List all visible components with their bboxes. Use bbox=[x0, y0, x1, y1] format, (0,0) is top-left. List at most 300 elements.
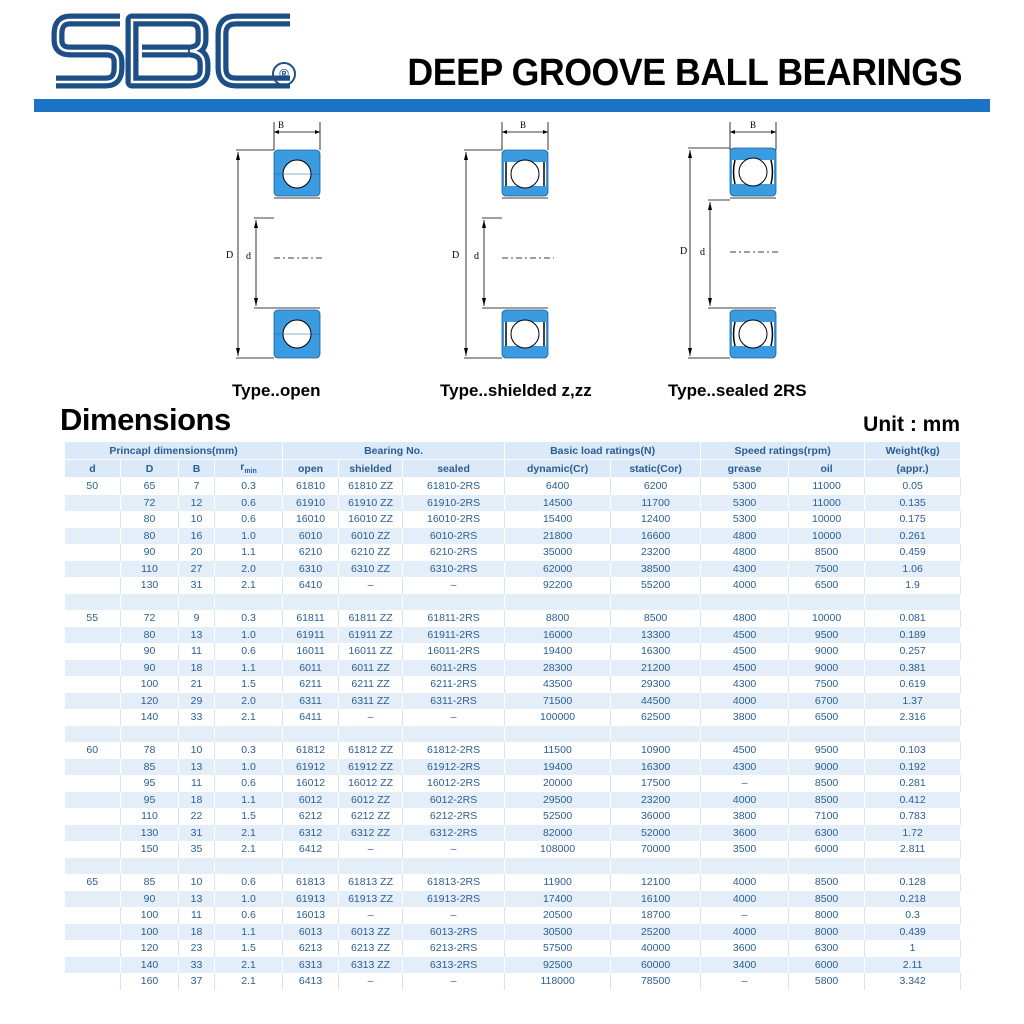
table-cell: 0.3 bbox=[215, 742, 283, 759]
table-cell: 57500 bbox=[505, 940, 611, 957]
table-cell bbox=[611, 726, 701, 743]
table-cell: 8500 bbox=[789, 891, 865, 908]
table-cell: 0.381 bbox=[865, 660, 961, 677]
table-cell: 6310-2RS bbox=[403, 561, 505, 578]
table-cell: 4300 bbox=[701, 561, 789, 578]
table-cell: 4000 bbox=[701, 792, 789, 809]
table-cell: 52500 bbox=[505, 808, 611, 825]
table-cell bbox=[701, 726, 789, 743]
table-cell: 2.1 bbox=[215, 957, 283, 974]
table-cell: 31 bbox=[179, 577, 215, 594]
table-cell: 80 bbox=[121, 627, 179, 644]
table-row bbox=[65, 495, 961, 512]
sealed-bearing-diagram bbox=[674, 118, 792, 368]
table-cell: 1.5 bbox=[215, 940, 283, 957]
table-cell: 1.06 bbox=[865, 561, 961, 578]
table-cell: 80 bbox=[121, 511, 179, 528]
table-cell: 0.6 bbox=[215, 907, 283, 924]
table-cell: 44500 bbox=[611, 693, 701, 710]
table-cell: 6212 bbox=[283, 808, 339, 825]
table-cell bbox=[65, 594, 121, 611]
table-cell: 10 bbox=[179, 511, 215, 528]
subheader-open: open bbox=[283, 460, 339, 478]
table-cell: 0.3 bbox=[215, 478, 283, 495]
table-cell: 85 bbox=[121, 874, 179, 891]
table-cell: 61912 bbox=[283, 759, 339, 776]
table-cell: – bbox=[403, 907, 505, 924]
table-cell: 20000 bbox=[505, 775, 611, 792]
table-cell: 72 bbox=[121, 495, 179, 512]
table-cell: 1 bbox=[865, 940, 961, 957]
table-cell: 65 bbox=[121, 478, 179, 495]
table-cell: 6210 bbox=[283, 544, 339, 561]
table-row bbox=[65, 874, 961, 891]
table-cell: 6500 bbox=[789, 709, 865, 726]
table-cell bbox=[65, 792, 121, 809]
table-cell: – bbox=[701, 775, 789, 792]
table-row bbox=[65, 561, 961, 578]
table-cell bbox=[65, 577, 121, 594]
table-cell: 23 bbox=[179, 940, 215, 957]
table-cell: 150 bbox=[121, 841, 179, 858]
table-cell: 61913 ZZ bbox=[339, 891, 403, 908]
table-cell: – bbox=[339, 907, 403, 924]
table-cell: 6300 bbox=[789, 825, 865, 842]
table-cell: 6313 ZZ bbox=[339, 957, 403, 974]
table-cell: 61910 bbox=[283, 495, 339, 512]
table-cell: 1.0 bbox=[215, 627, 283, 644]
table-cell bbox=[215, 858, 283, 875]
table-cell: 0.412 bbox=[865, 792, 961, 809]
table-cell: 6012 bbox=[283, 792, 339, 809]
table-cell bbox=[283, 594, 339, 611]
table-cell: 6213 bbox=[283, 940, 339, 957]
table-cell: 61913-2RS bbox=[403, 891, 505, 908]
table-cell: 19400 bbox=[505, 759, 611, 776]
table-cell: 16300 bbox=[611, 643, 701, 660]
table-cell bbox=[339, 726, 403, 743]
table-cell bbox=[505, 726, 611, 743]
table-cell: – bbox=[339, 577, 403, 594]
type-label-sealed: Type..sealed 2RS bbox=[668, 381, 807, 400]
table-cell: 3600 bbox=[701, 825, 789, 842]
table-cell: 35000 bbox=[505, 544, 611, 561]
table-cell: 4000 bbox=[701, 693, 789, 710]
table-cell: 6300 bbox=[789, 940, 865, 957]
table-cell: 120 bbox=[121, 693, 179, 710]
registered-mark: ® bbox=[272, 62, 296, 86]
table-row bbox=[65, 709, 961, 726]
table-cell: 61813 ZZ bbox=[339, 874, 403, 891]
table-cell: 95 bbox=[121, 792, 179, 809]
table-cell: 23200 bbox=[611, 544, 701, 561]
table-cell: 140 bbox=[121, 709, 179, 726]
table-cell: 11700 bbox=[611, 495, 701, 512]
table-cell: 6312 bbox=[283, 825, 339, 842]
table-cell: 13 bbox=[179, 759, 215, 776]
table-cell: 61910 ZZ bbox=[339, 495, 403, 512]
table-cell: 14500 bbox=[505, 495, 611, 512]
table-cell: 0.135 bbox=[865, 495, 961, 512]
table-cell: 16010 ZZ bbox=[339, 511, 403, 528]
table-cell: 0.459 bbox=[865, 544, 961, 561]
table-row bbox=[65, 957, 961, 974]
table-cell: – bbox=[403, 841, 505, 858]
table-cell: 29500 bbox=[505, 792, 611, 809]
table-cell: 4500 bbox=[701, 643, 789, 660]
table-cell: 6500 bbox=[789, 577, 865, 594]
table-cell bbox=[65, 775, 121, 792]
table-cell: 0.128 bbox=[865, 874, 961, 891]
table-cell: 6313-2RS bbox=[403, 957, 505, 974]
table-cell: 100 bbox=[121, 676, 179, 693]
unit-label: Unit : mm bbox=[863, 413, 960, 436]
table-cell: 6313 bbox=[283, 957, 339, 974]
table-cell: 6311 bbox=[283, 693, 339, 710]
table-cell: 9000 bbox=[789, 643, 865, 660]
table-cell: 90 bbox=[121, 660, 179, 677]
table-cell bbox=[65, 495, 121, 512]
table-cell: 5300 bbox=[701, 495, 789, 512]
table-cell: 16011 bbox=[283, 643, 339, 660]
table-cell: 160 bbox=[121, 973, 179, 990]
table-cell bbox=[65, 544, 121, 561]
table-cell: 12 bbox=[179, 495, 215, 512]
subheader-weight-appr: (appr.) bbox=[865, 460, 961, 478]
table-cell: 130 bbox=[121, 577, 179, 594]
type-label-open: Type..open bbox=[232, 381, 321, 400]
table-cell: 37 bbox=[179, 973, 215, 990]
table-cell: 0.218 bbox=[865, 891, 961, 908]
table-cell bbox=[403, 594, 505, 611]
table-cell: 65 bbox=[65, 874, 121, 891]
table-cell: 6013-2RS bbox=[403, 924, 505, 941]
table-cell: 0.192 bbox=[865, 759, 961, 776]
table-cell: 4300 bbox=[701, 676, 789, 693]
table-cell: 4500 bbox=[701, 660, 789, 677]
table-row bbox=[65, 907, 961, 924]
table-cell: 52000 bbox=[611, 825, 701, 842]
table-cell: 16010 bbox=[283, 511, 339, 528]
sub-header-row bbox=[65, 460, 961, 478]
table-cell: 120 bbox=[121, 940, 179, 957]
table-cell bbox=[65, 924, 121, 941]
table-cell bbox=[865, 594, 961, 611]
table-row bbox=[65, 693, 961, 710]
table-cell bbox=[65, 528, 121, 545]
table-cell: 8800 bbox=[505, 610, 611, 627]
table-cell: 70000 bbox=[611, 841, 701, 858]
table-cell: 6012 ZZ bbox=[339, 792, 403, 809]
table-cell: 31 bbox=[179, 825, 215, 842]
table-row bbox=[65, 924, 961, 941]
table-cell: 0.081 bbox=[865, 610, 961, 627]
table-cell: 140 bbox=[121, 957, 179, 974]
table-cell bbox=[65, 693, 121, 710]
table-cell: 21 bbox=[179, 676, 215, 693]
table-cell: 55 bbox=[65, 610, 121, 627]
sbc-logo bbox=[50, 10, 300, 92]
table-cell: 11900 bbox=[505, 874, 611, 891]
table-cell bbox=[65, 907, 121, 924]
table-cell bbox=[865, 858, 961, 875]
table-cell: 4500 bbox=[701, 742, 789, 759]
table-cell: 0.439 bbox=[865, 924, 961, 941]
subheader-B: B bbox=[179, 460, 215, 478]
table-row bbox=[65, 759, 961, 776]
table-cell: 33 bbox=[179, 957, 215, 974]
table-cell bbox=[65, 808, 121, 825]
table-cell bbox=[65, 940, 121, 957]
table-cell: 92500 bbox=[505, 957, 611, 974]
table-cell: 11500 bbox=[505, 742, 611, 759]
table-cell: 0.6 bbox=[215, 874, 283, 891]
table-cell bbox=[121, 858, 179, 875]
table-cell: 62500 bbox=[611, 709, 701, 726]
table-cell: 16000 bbox=[505, 627, 611, 644]
table-cell bbox=[65, 511, 121, 528]
table-row bbox=[65, 594, 961, 611]
table-cell: 9000 bbox=[789, 759, 865, 776]
table-cell: 18 bbox=[179, 660, 215, 677]
dim-outer-label: D bbox=[680, 246, 688, 257]
table-row bbox=[65, 544, 961, 561]
table-cell: 4300 bbox=[701, 759, 789, 776]
table-row bbox=[65, 973, 961, 990]
table-cell bbox=[65, 973, 121, 990]
table-cell: 61813-2RS bbox=[403, 874, 505, 891]
table-cell: 2.1 bbox=[215, 577, 283, 594]
table-cell bbox=[865, 726, 961, 743]
table-cell: 50 bbox=[65, 478, 121, 495]
table-cell: 2.1 bbox=[215, 973, 283, 990]
table-cell: 6412 bbox=[283, 841, 339, 858]
table-cell bbox=[65, 676, 121, 693]
table-cell bbox=[611, 594, 701, 611]
table-cell: 0.257 bbox=[865, 643, 961, 660]
table-cell: 17500 bbox=[611, 775, 701, 792]
table-cell: – bbox=[339, 841, 403, 858]
table-row bbox=[65, 742, 961, 759]
table-cell: 6310 bbox=[283, 561, 339, 578]
table-row bbox=[65, 478, 961, 495]
bearing-table-container bbox=[64, 441, 960, 990]
table-cell: 16011-2RS bbox=[403, 643, 505, 660]
table-cell: 5300 bbox=[701, 478, 789, 495]
table-cell: 16600 bbox=[611, 528, 701, 545]
table-cell: 6013 bbox=[283, 924, 339, 941]
table-cell: 9500 bbox=[789, 627, 865, 644]
table-cell: 7 bbox=[179, 478, 215, 495]
table-row bbox=[65, 726, 961, 743]
table-cell: 0.175 bbox=[865, 511, 961, 528]
table-cell: 28300 bbox=[505, 660, 611, 677]
table-cell: 2.0 bbox=[215, 561, 283, 578]
table-cell: – bbox=[339, 973, 403, 990]
table-cell: 61811 bbox=[283, 610, 339, 627]
table-cell: 6012-2RS bbox=[403, 792, 505, 809]
table-cell: 8000 bbox=[789, 907, 865, 924]
table-cell: 0.103 bbox=[865, 742, 961, 759]
table-cell: 6410 bbox=[283, 577, 339, 594]
table-cell bbox=[65, 643, 121, 660]
table-cell bbox=[65, 957, 121, 974]
table-cell: 4800 bbox=[701, 610, 789, 627]
table-cell: 95 bbox=[121, 775, 179, 792]
table-cell: 1.1 bbox=[215, 544, 283, 561]
table-cell: 22 bbox=[179, 808, 215, 825]
table-cell: – bbox=[701, 907, 789, 924]
table-cell: 10000 bbox=[789, 511, 865, 528]
table-cell: 6011 bbox=[283, 660, 339, 677]
table-cell: 23200 bbox=[611, 792, 701, 809]
table-cell: 82000 bbox=[505, 825, 611, 842]
table-cell: 80 bbox=[121, 528, 179, 545]
table-cell: 61911 ZZ bbox=[339, 627, 403, 644]
shielded-bearing-diagram bbox=[446, 118, 564, 368]
table-cell: 12100 bbox=[611, 874, 701, 891]
table-cell: 6312 ZZ bbox=[339, 825, 403, 842]
table-cell: 6311 ZZ bbox=[339, 693, 403, 710]
table-cell: 6210 ZZ bbox=[339, 544, 403, 561]
table-cell bbox=[121, 726, 179, 743]
table-cell: 10 bbox=[179, 874, 215, 891]
table-cell: 8500 bbox=[789, 874, 865, 891]
table-cell bbox=[179, 594, 215, 611]
table-cell: 10900 bbox=[611, 742, 701, 759]
table-cell: 6311-2RS bbox=[403, 693, 505, 710]
table-cell: 0.3 bbox=[215, 610, 283, 627]
table-cell bbox=[339, 858, 403, 875]
table-cell: 61811 ZZ bbox=[339, 610, 403, 627]
table-cell: 3400 bbox=[701, 957, 789, 974]
table-cell: 2.0 bbox=[215, 693, 283, 710]
table-cell: 4000 bbox=[701, 577, 789, 594]
dim-inner-label: d bbox=[700, 247, 705, 258]
table-cell: 72 bbox=[121, 610, 179, 627]
table-cell: 8500 bbox=[789, 792, 865, 809]
table-cell: 6212-2RS bbox=[403, 808, 505, 825]
table-cell: 21200 bbox=[611, 660, 701, 677]
table-cell: 9500 bbox=[789, 742, 865, 759]
table-cell: 92200 bbox=[505, 577, 611, 594]
type-label-shielded: Type..shielded z,zz bbox=[440, 381, 592, 400]
table-cell bbox=[403, 726, 505, 743]
table-cell bbox=[179, 858, 215, 875]
table-cell: 29 bbox=[179, 693, 215, 710]
table-cell: 6213-2RS bbox=[403, 940, 505, 957]
subheader-d: d bbox=[65, 460, 121, 478]
table-cell: 18 bbox=[179, 924, 215, 941]
header-weight: Weight(kg) bbox=[865, 442, 961, 460]
table-cell: 13 bbox=[179, 891, 215, 908]
table-cell: 61912-2RS bbox=[403, 759, 505, 776]
table-cell: 6211 bbox=[283, 676, 339, 693]
table-cell: 33 bbox=[179, 709, 215, 726]
table-cell: – bbox=[701, 973, 789, 990]
table-cell: 118000 bbox=[505, 973, 611, 990]
table-cell: 6312-2RS bbox=[403, 825, 505, 842]
table-cell: 9 bbox=[179, 610, 215, 627]
table-cell: 8500 bbox=[789, 775, 865, 792]
table-cell: 16012 ZZ bbox=[339, 775, 403, 792]
table-cell: 5300 bbox=[701, 511, 789, 528]
table-cell: 36000 bbox=[611, 808, 701, 825]
table-cell: 2.316 bbox=[865, 709, 961, 726]
table-cell bbox=[65, 709, 121, 726]
subheader-r-min: $r_{min}$ bbox=[215, 460, 283, 478]
table-cell: 61810 ZZ bbox=[339, 478, 403, 495]
table-cell bbox=[789, 594, 865, 611]
table-cell: 61912 ZZ bbox=[339, 759, 403, 776]
table-cell: 61811-2RS bbox=[403, 610, 505, 627]
table-cell: 0.189 bbox=[865, 627, 961, 644]
table-cell: 60000 bbox=[611, 957, 701, 974]
table-cell: 62000 bbox=[505, 561, 611, 578]
table-cell: 10000 bbox=[789, 528, 865, 545]
table-cell: 30500 bbox=[505, 924, 611, 941]
table-cell: 60 bbox=[65, 742, 121, 759]
header-speed-ratings: Speed ratings(rpm) bbox=[701, 442, 865, 460]
table-cell: 16300 bbox=[611, 759, 701, 776]
table-cell: 4500 bbox=[701, 627, 789, 644]
table-cell: – bbox=[339, 709, 403, 726]
dim-inner-label: d bbox=[474, 251, 479, 262]
table-cell: – bbox=[403, 577, 505, 594]
table-cell: 90 bbox=[121, 643, 179, 660]
table-cell: – bbox=[403, 709, 505, 726]
table-cell: 7100 bbox=[789, 808, 865, 825]
table-cell: 11000 bbox=[789, 495, 865, 512]
table-cell: 0.6 bbox=[215, 511, 283, 528]
table-row bbox=[65, 792, 961, 809]
table-cell: 0.619 bbox=[865, 676, 961, 693]
table-cell bbox=[65, 726, 121, 743]
table-cell: 61812-2RS bbox=[403, 742, 505, 759]
table-cell: 1.0 bbox=[215, 759, 283, 776]
table-cell: 130 bbox=[121, 825, 179, 842]
table-cell: 1.1 bbox=[215, 792, 283, 809]
table-cell: 13 bbox=[179, 627, 215, 644]
table-cell: 61810 bbox=[283, 478, 339, 495]
table-cell bbox=[505, 594, 611, 611]
table-cell: 0.281 bbox=[865, 775, 961, 792]
table-cell: 61810-2RS bbox=[403, 478, 505, 495]
table-cell: 2.1 bbox=[215, 841, 283, 858]
table-cell: 1.5 bbox=[215, 808, 283, 825]
table-cell: 61911-2RS bbox=[403, 627, 505, 644]
table-cell: 61812 bbox=[283, 742, 339, 759]
subheader-oil: oil bbox=[789, 460, 865, 478]
table-cell bbox=[65, 825, 121, 842]
table-cell: 3800 bbox=[701, 808, 789, 825]
table-cell: 5800 bbox=[789, 973, 865, 990]
table-cell: 8000 bbox=[789, 924, 865, 941]
table-cell: 4000 bbox=[701, 891, 789, 908]
table-cell: 7500 bbox=[789, 561, 865, 578]
table-cell bbox=[65, 858, 121, 875]
table-cell: 8500 bbox=[789, 544, 865, 561]
table-cell bbox=[403, 858, 505, 875]
table-cell bbox=[505, 858, 611, 875]
table-cell: 61812 ZZ bbox=[339, 742, 403, 759]
table-cell: 71500 bbox=[505, 693, 611, 710]
table-cell: 11 bbox=[179, 775, 215, 792]
table-cell: 3.342 bbox=[865, 973, 961, 990]
table-body bbox=[65, 478, 961, 990]
table-row bbox=[65, 511, 961, 528]
table-cell: 90 bbox=[121, 544, 179, 561]
